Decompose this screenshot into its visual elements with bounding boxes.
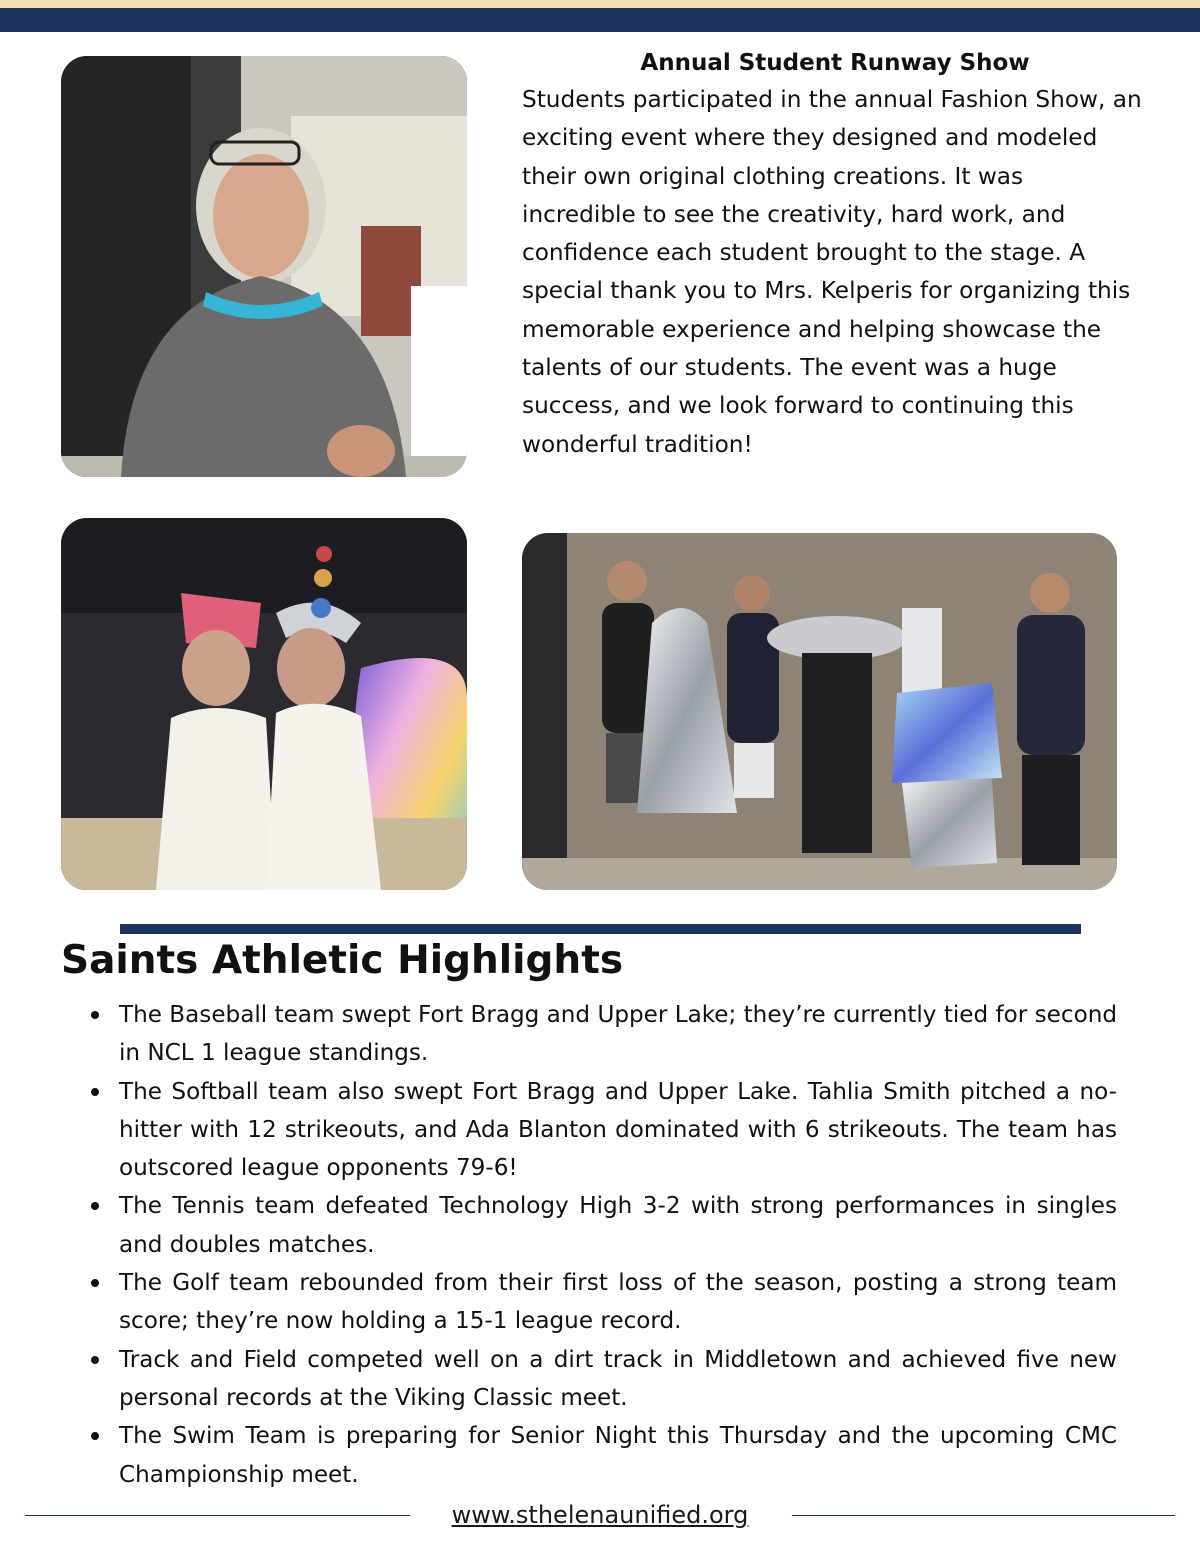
- header-navy-bar: [0, 8, 1200, 32]
- list-item: [119, 1341, 1117, 1418]
- bullet-icon: [91, 1088, 99, 1096]
- bullet-icon: [91, 1279, 99, 1287]
- highlight-track: Track and Field competed well on a dirt track in Middletown and achieved five new personal records at the Viking Classic meet.: [119, 1346, 1117, 1411]
- highlight-baseball: The Baseball team swept Fort Bragg and Upper Lake; they’re currently tied for second in NCL 1 league standings.: [119, 1002, 1117, 1067]
- highlight-swim: The Swim Team is preparing for Senior Night this Thursday and the upcoming CMC Championship meet.: [119, 1423, 1117, 1488]
- bullet-icon: [91, 1202, 99, 1210]
- students-fashion-hats-photo: [61, 518, 467, 890]
- list-item: [119, 1264, 1117, 1341]
- bullet-icon: [91, 1356, 99, 1364]
- runway-show-title: Annual Student Runway Show: [640, 50, 1030, 76]
- list-item: [119, 996, 1117, 1073]
- bullet-icon: [91, 1011, 99, 1019]
- highlight-softball: The Softball team also swept Fort Bragg and Upper Lake. Tahlia Smith pitched a no-hitter with 12 strikeouts, and Ada Blanton dominated with 6 strikeouts. The team has outscored league opponents 79-6!: [119, 1078, 1117, 1182]
- header-accent-stripe: [0, 0, 1200, 8]
- runway-show-description: Students participated in the annual Fashion Show, an exciting event where they designed and modeled their own original clothing creations. It was incredible to see the creativity, hard work, and confidence each student brought to the stage. A special thank you to Mrs. Kelperis for organizing this memorable experience and helping showcase the talents of our students. The event was a huge success, and we look forward to continuing this wonderful tradition!: [522, 86, 1142, 458]
- athletic-highlights-list: [119, 996, 1117, 1494]
- list-item: [119, 1073, 1117, 1188]
- bullet-icon: [91, 1432, 99, 1440]
- teacher-portrait-photo: [61, 56, 467, 477]
- students-outfits-photo: [522, 533, 1117, 890]
- highlight-tennis: The Tennis team defeated Technology High 3-2 with strong performances in singles and doubles matches.: [119, 1193, 1117, 1258]
- footer-rule-left: [25, 1515, 410, 1516]
- footer-rule-right: [792, 1515, 1175, 1516]
- website-link[interactable]: www.sthelenaunified.org: [451, 1501, 749, 1529]
- list-item: [119, 1417, 1117, 1494]
- athletics-section-title: Saints Athletic Highlights: [61, 938, 624, 983]
- section-divider: [120, 924, 1081, 934]
- highlight-golf: The Golf team rebounded from their first loss of the season, posting a strong team score; they’re now holding a 15-1 league record.: [119, 1270, 1117, 1335]
- list-item: [119, 1187, 1117, 1264]
